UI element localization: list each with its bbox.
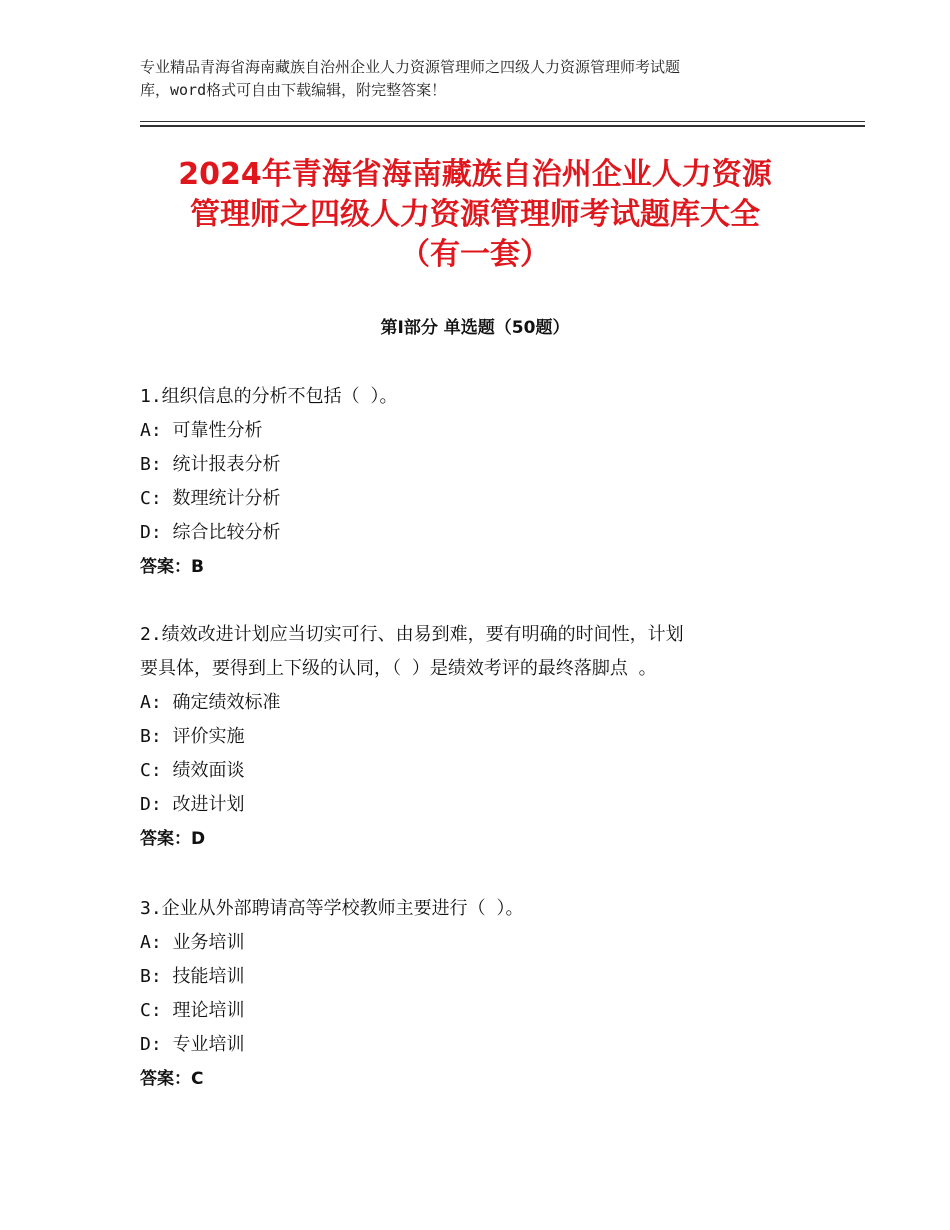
answer-label: 答案：C <box>140 1069 204 1089</box>
option-d: D: 专业培训 <box>140 1034 245 1055</box>
option-d: D: 改进计划 <box>140 794 245 815</box>
option-a: A: 业务培训 <box>140 932 245 953</box>
option-a: A: 可靠性分析 <box>140 420 263 441</box>
section-heading: 第Ⅰ部分 单选题（50题） <box>380 318 570 338</box>
document-title-line: 2024年青海省海南藏族自治州企业人力资源 <box>178 157 772 192</box>
header-note-line: 库，word格式可自由下载编辑，附完整答案！ <box>140 81 447 99</box>
answer-label: 答案：D <box>140 829 206 849</box>
option-b: B: 统计报表分析 <box>140 454 281 475</box>
question-stem-line: 要具体，要得到上下级的认同，（ ）是绩效考评的最终落脚点 。 <box>140 658 657 679</box>
question-stem-line: 3.企业从外部聘请高等学校教师主要进行（ ）。 <box>140 898 524 919</box>
header-note <box>140 56 820 102</box>
document-title <box>100 155 850 275</box>
question-1 <box>140 380 840 584</box>
question-2 <box>140 618 840 856</box>
option-b: B: 评价实施 <box>140 726 245 747</box>
question-stem <box>140 380 840 414</box>
option-d: D: 综合比较分析 <box>140 522 281 543</box>
option-c: C: 绩效面谈 <box>140 760 245 781</box>
question-stem <box>140 892 840 926</box>
option-a: A: 确定绩效标准 <box>140 692 281 713</box>
document-title-line: 管理师之四级人力资源管理师考试题库大全 <box>190 197 760 232</box>
header-divider-thick <box>140 125 865 127</box>
option-c: C: 理论培训 <box>140 1000 245 1021</box>
question-3 <box>140 892 840 1096</box>
question-stem-line: 2.绩效改进计划应当切实可行、由易到难，要有明确的时间性，计划 <box>140 624 684 645</box>
header-note-line: 专业精品青海省海南藏族自治州企业人力资源管理师之四级人力资源管理师考试题 <box>140 58 681 76</box>
question-stem-line: 1.组织信息的分析不包括（ ）。 <box>140 386 398 407</box>
question-stem <box>140 618 840 686</box>
option-c: C: 数理统计分析 <box>140 488 281 509</box>
document-title-line: （有一套） <box>400 237 550 272</box>
header-divider-thin <box>140 121 865 122</box>
answer-label: 答案：B <box>140 557 204 577</box>
option-b: B: 技能培训 <box>140 966 245 987</box>
